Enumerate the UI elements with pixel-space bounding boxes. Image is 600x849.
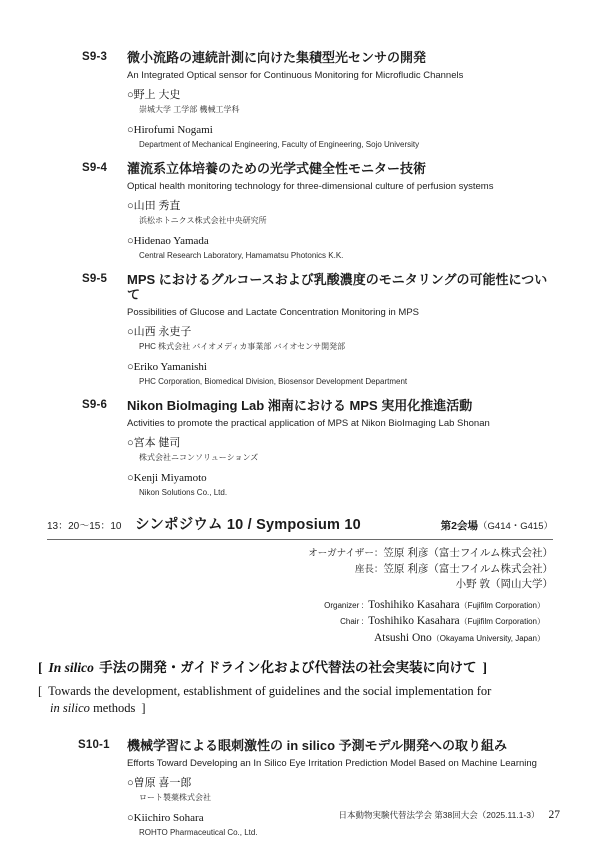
room-detail: （G414・G415） <box>478 521 553 532</box>
session-code: S9-5 <box>82 273 108 285</box>
session-entry-s9-3 <box>82 50 558 150</box>
session-title-jp: 微小流路の連続計測に向けた集積型光センサの開発 <box>127 50 427 65</box>
theme-en-italic: in silico <box>50 701 90 715</box>
session-entry-s9-5 <box>82 272 558 387</box>
presenter-name-jp: ○山西 永吏子 <box>127 326 192 338</box>
chair-affil-en: （Fujifilm Corporation） <box>459 617 545 626</box>
session-title-jp: MPS におけるグルコースおよび乳酸濃度のモニタリングの可能性について <box>127 272 548 302</box>
session-code: S9-4 <box>82 162 108 174</box>
session-title-jp: Nikon BioImaging Lab 湘南における MPS 実用化推進活動 <box>127 398 473 413</box>
chair2-line-en <box>47 630 545 647</box>
presenter-name-jp: ○曽原 喜一郎 <box>127 777 192 789</box>
organizer-block-jp <box>47 546 553 592</box>
session-entry-s10-1 <box>78 738 552 838</box>
session-list-s10 <box>0 738 600 838</box>
theme-en-text1: Towards the development, establishment of guidelines and the social implementation for <box>48 684 492 698</box>
session-entry-s9-6 <box>82 398 558 498</box>
presenter-affiliation-jp: ロート製薬株式会社 <box>139 793 211 802</box>
theme-jp-text: 手法の開発・ガイドライン化および代替法の社会実装に向けて <box>99 660 477 675</box>
symposium-header <box>47 513 553 540</box>
presenter-affiliation-en: Department of Mechanical Engineering, Faculty of Engineering, Sojo University <box>139 140 420 149</box>
theme-title-jp <box>38 658 570 677</box>
organizer-block-en <box>47 597 553 647</box>
organizer-label-en: Organizer : <box>324 600 364 610</box>
organizer-name-jp: 笠原 利彦（富士フイルム株式会社） <box>383 547 553 559</box>
chair-name-en: Toshihiko Kasahara <box>368 615 460 627</box>
presenter-name-en: ○Kiichiro Sohara <box>127 812 204 824</box>
presenter-name-jp: ○山田 秀直 <box>127 200 181 212</box>
organizer-line-en <box>47 597 545 614</box>
session-title-jp: 機械学習による眼刺激性の in silico 予測モデル開発への取り組み <box>127 738 507 753</box>
theme-title-en <box>38 683 570 717</box>
organizer-line-jp <box>47 546 553 562</box>
session-title-en: Optical health monitoring technology for three-dimensional culture of perfusion systems <box>127 181 494 192</box>
chair-name-jp: 笠原 利彦（富士フイルム株式会社） <box>383 562 553 575</box>
presenter-affiliation-en: Nikon Solutions Co., Ltd. <box>139 488 228 497</box>
presenter-affiliation-jp: PHC 株式会社 バイオメディカ事業部 バイオセンサ開発部 <box>139 342 346 351</box>
presenter-affiliation-jp: 崇城大学 工学部 機械工学科 <box>139 105 240 114</box>
session-entry-s9-4 <box>82 161 558 261</box>
chair-label-en: Chair : <box>340 617 364 626</box>
presenter-affiliation-jp: 浜松ホトニクス株式会社中央研究所 <box>139 216 267 225</box>
presenter-affiliation-en: ROHTO Pharmaceutical Co., Ltd. <box>139 828 258 837</box>
chair2-name-en: Atsushi Ono <box>373 631 432 644</box>
presenter-affiliation-jp: 株式会社ニコンソリューションズ <box>139 453 259 462</box>
chair2-name-jp: 小野 敦（岡山大学） <box>455 578 553 590</box>
chair-line-jp <box>47 562 553 578</box>
session-title-en: Efforts Toward Developing an In Silico Eye Irritation Prediction Model Based on Machine Learning <box>127 758 537 769</box>
symposium-room <box>441 516 553 534</box>
organizer-label-jp: オーガナイザー： <box>308 548 384 559</box>
presenter-affiliation-en: PHC Corporation, Biomedical Division, Biosensor Development Department <box>139 377 408 386</box>
organizer-affil-en: （Fujifilm Corporation） <box>459 600 545 610</box>
presenter-name-en: ○Kenji Miyamoto <box>127 472 207 484</box>
page-number: 27 <box>548 809 560 821</box>
close-bracket: ] <box>482 660 487 675</box>
page-footer <box>338 809 560 821</box>
presenter-name-en: ○Hirofumi Nogami <box>127 124 213 136</box>
room-name: 第2会場 <box>440 520 479 532</box>
presenter-affiliation-en: Central Research Laboratory, Hamamatsu Photonics K.K. <box>139 251 344 260</box>
chair-line-en <box>47 613 545 630</box>
presenter-name-en: ○Hidenao Yamada <box>127 235 209 247</box>
chair2-affil-en: （Okayama University, Japan） <box>431 633 545 643</box>
session-title-en: An Integrated Optical sensor for Continuous Monitoring for Microfludic Channels <box>127 70 464 81</box>
theme-en-line1 <box>38 683 570 700</box>
open-bracket: [ <box>38 684 43 698</box>
chair2-line-jp <box>47 577 553 592</box>
symposium-theme <box>0 658 600 717</box>
theme-jp-italic: In silico <box>48 660 94 675</box>
presenter-name-jp: ○宮本 健司 <box>127 437 181 449</box>
session-title-en: Activities to promote the practical application of MPS at Nikon BioImaging Lab Shonan <box>127 418 490 429</box>
presenter-name-en: ○Eriko Yamanishi <box>127 361 207 373</box>
close-bracket: ] <box>141 701 146 715</box>
theme-en-text2: methods <box>93 701 136 715</box>
session-code: S9-3 <box>82 51 108 63</box>
symposium-time: 13：20～15：10 <box>47 521 122 532</box>
theme-en-line2 <box>38 700 570 717</box>
symposium-10-section <box>0 513 600 646</box>
symposium-title: シンポジウム 10 / Symposium 10 <box>135 517 361 533</box>
session-code: S10-1 <box>78 739 110 751</box>
footer-conference-name: 日本動物実験代替法学会 第38回大会（2025.11.1-3） <box>338 810 540 820</box>
presenter-name-jp: ○野上 大史 <box>127 89 181 101</box>
session-title-jp: 灌流系立体培養のための光学式健全性モニター技術 <box>127 161 427 176</box>
session-code: S9-6 <box>82 399 108 411</box>
open-bracket: [ <box>38 660 43 675</box>
organizer-name-en: Toshihiko Kasahara <box>368 598 460 611</box>
session-title-en: Possibilities of Glucose and Lactate Concentration Monitoring in MPS <box>127 307 420 318</box>
chair-label-jp: 座長： <box>354 563 384 575</box>
